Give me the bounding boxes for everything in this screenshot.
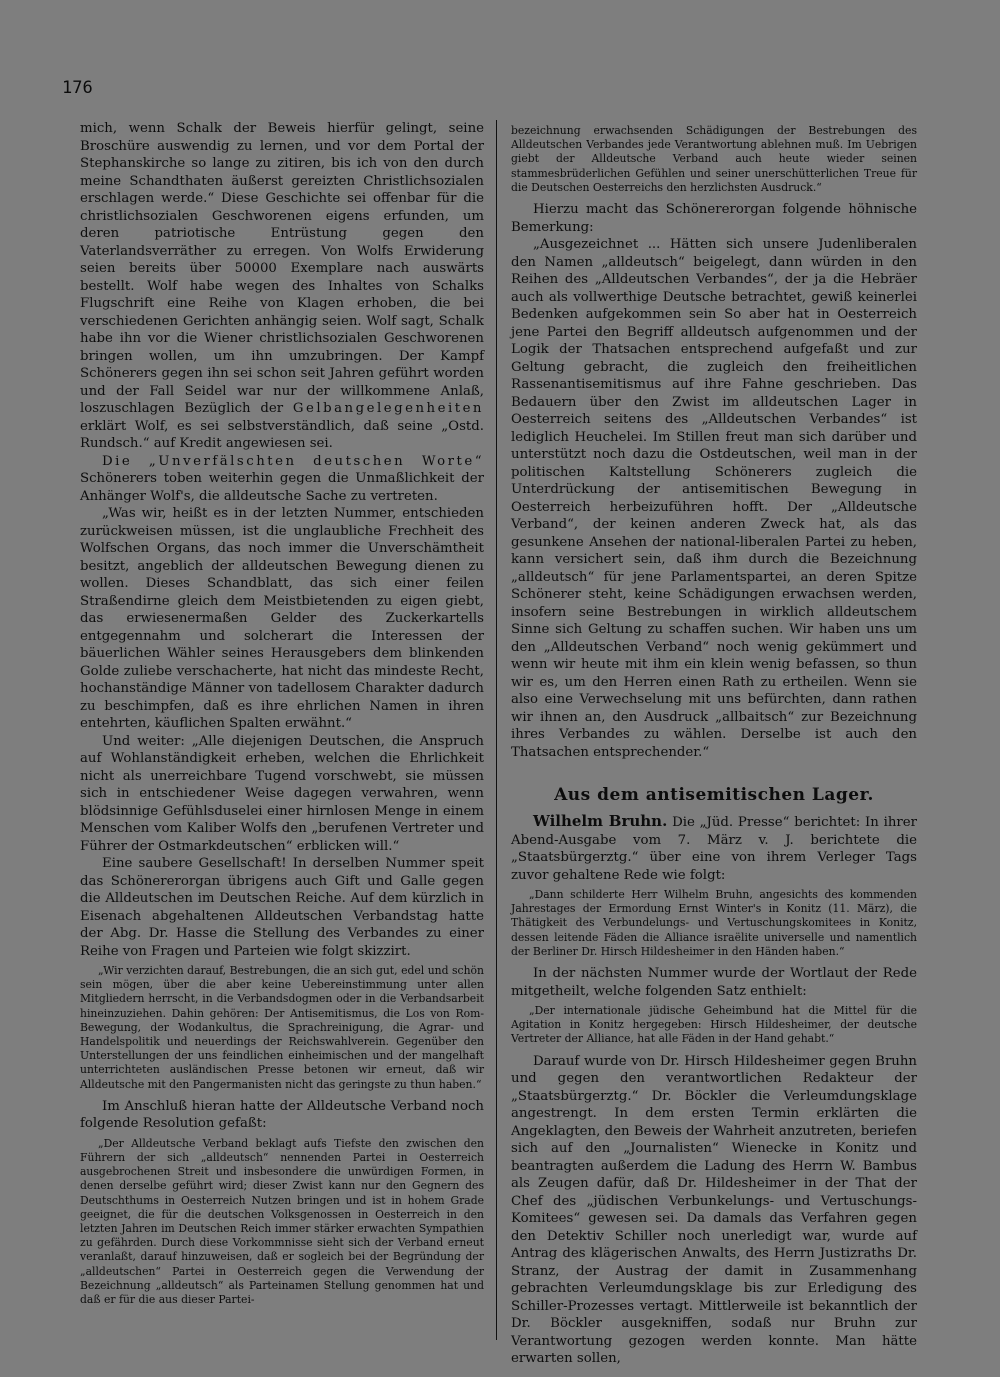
page-number: 176 [62, 78, 93, 98]
left-column [80, 120, 484, 1313]
paragraph: Im Anschluß hieran hatte der Alldeutsche Verband noch folgende Resolution gefaßt: [80, 1098, 484, 1132]
paragraph: mich, wenn Schalk der Beweis hierfür gelingt, seine Broschüre auswendig zu lernen, und vor dem Portal der Stephanskirche so lange zu zitiren, bis ich von den durch meine Schandthaten äußerst gereizten Christlichsozialen erschlagen werde.“ Diese Geschichte sei offenbar für die christlichsozialen Geschworenen eigens erfunden, um deren patriotische Entrüstung gegen den Vaterlandsverräther zu erregen. Von Wolfs Erwiderung seien bereits über 50000 Exemplare nach auswärts bestellt. Wolf habe wegen des Inhaltes von Schalks Flugschrift eine Reihe von Klagen erhoben, die bei verschiedenen Gerichten anhängig seien. Wolf sagt, Schalk habe ihn vor die Wiener christlichsozialen Geschworenen bringen wollen, um ihn umzubringen. Der Kampf Schönerers gegen ihn sei schon seit Jahren geführt worden und der Fall Seidel war nur der willkommene Anlaß, loszuschlagen Bezüglich der Gelbangelegenheiten erklärt Wolf, es sei selbstverständlich, daß seine „Ostd. Rundsch.“ auf Kredit angewiesen sei. [80, 121, 484, 451]
paragraph: Wilhelm Bruhn. Die „Jüd. Presse“ berichtet: In ihrer Abend-Ausgabe vom 7. März v. J. berichtete die „Staatsbürgerztg.“ über eine von ihrem Verleger Tags zuvor gehaltene Rede wie folgt: [511, 812, 917, 883]
block-quote: bezeichnung erwachsenden Schädigungen der Bestrebungen des Alldeutschen Verbandes jede Verantwortung ablehnen muß. Im Uebrigen giebt der Alldeutsche Verband auch heute wieder seinen stammesbrüderlichen Gefühlen und seiner unerschütterlichen Treue für die Deutschen Oesterreichs den herzlichsten Ausdruck.“ [511, 124, 917, 194]
paragraph: Die „Unverfälschten deutschen Worte“ Schönerers toben weiterhin gegen die Unmaßlichkeit der Anhänger Wolf's, die alldeutsche Sache zu vertreten. [80, 453, 484, 504]
run-in-heading: Wilhelm Bruhn. [533, 812, 668, 831]
paragraph: Und weiter: „Alle diejenigen Deutschen, die Anspruch auf Wohlanständigkeit erheben, welchen die Ehrlichkeit nicht als unerreichbare Tugend vorschwebt, sie müssen sich in entschiedener Weise dagegen verwahren, wenn blödsinnige Gefühlsduselei einer hirnlosen Menge in einem Menschen vom Kaliber Wolfs den „berufenen Vertreter und Führer der Ostmarkdeutschen“ erblicken will.“ [80, 733, 484, 854]
paragraph: Darauf wurde von Dr. Hirsch Hildesheimer gegen Bruhn und gegen den verantwortlichen Redakteur der „Staatsbürgerztg.“ Dr. Böckler die Verleumdungsklage angestrengt. In dem ersten Termin erklärten die Angeklagten, den Beweis der Wahrheit anzutreten, beriefen sich auf den „Journalisten“ Wienecke in Konitz und beantragten außerdem die Ladung des Herrn W. Bambus als Zeugen dafür, daß Dr. Hildesheimer in der That der Chef des „jüdischen Verbunkelungs- und Vertuschungs-Komitees“ gewesen sei. Da damals das Verfahren gegen den Detektiv Schiller noch unerledigt war, wurde auf Antrag des klägerischen Anwalts, des Herrn Justizraths Dr. Stranz, der Austrag der damit in Zusammenhang gebrachten Verleumdungsklage bis zur Erledigung des Schiller-Prozesses vertagt. Mittlerweile ist bekanntlich der Dr. Böckler ausgekniffen, sodaß nur Bruhn zur Verantwortung gezogen werden konnte. Man hätte erwarten sollen, [511, 1053, 917, 1367]
paragraph: In der nächsten Nummer wurde der Wortlaut der Rede mitgetheilt, welche folgenden Satz enthielt: [511, 966, 917, 999]
section-heading: Aus dem antisemitischen Lager. [554, 785, 874, 806]
block-quote: „Dann schilderte Herr Wilhelm Bruhn, angesichts des kommenden Jahrestages der Ermordung Ernst Winter's in Konitz (11. März), die Thätigkeit des Verbundelungs- und Vertuschungskomitees in Konitz, dessen leitende Fäden die Alliance israëlite universelle und namentlich der Berliner Dr. Hirsch Hildesheimer in den Händen haben.“ [511, 888, 917, 958]
paragraph: „Ausgezeichnet ... Hätten sich unsere Judenliberalen den Namen „alldeutsch“ beigelegt, dann würden in den Reihen des „Alldeutschen Verbandes“, der ja die Hebräer auch als vollwerthige Deutsche betrachtet, gewiß keinerlei Bedenken aufgekommen sein So aber hat in Oesterreich jene Partei den Begriff alldeutsch aufgenommen und der Logik der Thatsachen entsprechend aufgefaßt und zur Geltung gebracht, die zugleich den freiheitlichen Rassenantisemitismus auf ihre Fahne geschrieben. Das Bedauern über den Zwist im alldeutschen Lager in Oesterreich seitens des „Alldeutschen Verbandes“ ist lediglich Heuchelei. Im Stillen freut man sich darüber und unterstützt noch dazu die Ostdeutschen, weil man in der politischen Kaltstellung Schönerers zugleich die Unterdrückung der antisemitischen Bewegung in Oesterreich herbeizuführen hofft. Der „Alldeutsche Verband“, der keinen anderen Zweck hat, als das gesunkene Ansehen der national-liberalen Partei zu heben, kann versichert sein, daß ihm durch die Bezeichnung „alldeutsch“ für jene Parlamentspartei, an deren Spitze Schönerer steht, keine Schädigungen erwachsen werden, insofern seine Bestrebungen in wirklich alldeutschem Sinne sich Geltung zu schaffen suchen. Wir haben uns um den „Alldeutschen Verband“ noch wenig gekümmert und wenn wir heute mit ihm ein klein wenig befassen, so thun wir es, um den Herren einen Rath zu ertheilen. Wenn sie also eine Verwechselung mit uns befürchten, dann rathen wir ihnen an, den Ausdruck „allbaitsch“ zur Bezeichnung ihres Verbandes zu wählen. Derselbe ist auch den Thatsachen entsprechender.“ [511, 237, 917, 760]
block-quote: „Der internationale jüdische Geheimbund hat die Mittel für die Agitation in Konitz hergegeben: Hirsch Hildesheimer, der deutsche Vertreter der Alliance, hat alle Fäden in der Hand gehabt.“ [511, 1004, 917, 1046]
paragraph: Eine saubere Gesellschaft! In derselben Nummer speit das Schönererorgan übrigens auch Gift und Galle gegen die Alldeutschen im Deutschen Reiche. Auf dem kürzlich in Eisenach abgehaltenen Alldeutschen Verbandstag hatte der Abg. Dr. Hasse die Stellung des Verbandes zu einer Reihe von Fragen und Parteien wie folgt skizzirt. [80, 856, 484, 959]
block-quote: „Wir verzichten darauf, Bestrebungen, die an sich gut, edel und schön sein mögen, über die aber keine Uebereinstimmung unter allen Mitgliedern herrscht, in die Verbandsdogmen oder in die Verbandsarbeit hineinzuziehen. Dahin gehören: Der Antisemitismus, die Los von Rom-Bewegung, der Wodankultus, die Sprachreinigung, die Agrar- und Handelspolitik und neuerdings der Reichswahlverein. Gegenüber den Unterstellungen der uns feindlichen einheimischen und der mangelhaft unterrichteten ausländischen Presse betonen wir erneut, daß wir Alldeutsche mit den Pangermanisten nicht das geringste zu thun haben.“ [80, 964, 484, 1091]
paragraph: „Was wir, heißt es in der letzten Nummer, entschieden zurückweisen müssen, ist die unglaubliche Frechheit des Wolfschen Organs, das noch immer die Unverschämtheit besitzt, angeblich der alldeutschen Bewegung dienen zu wollen. Dieses Schandblatt, das sich einer feilen Straßendirne gleich dem Meistbietenden zu eigen giebt, das erwiesenermaßen Gelder des Zuckerkartells entgegennahm und solcherart die Interessen der bäuerlichen Wähler seines Herausgebers dem blinkenden Golde zuliebe verschacherte, hat nicht das mindeste Recht, hochanständige Männer von tadellosem Charakter dadurch zu beschimpfen, daß es ihre ehrlichen Namen in ihren entehrten, käuflichen Spalten erwähnt.“ [80, 506, 484, 731]
column-divider [496, 120, 497, 1340]
paragraph: Hierzu macht das Schönererorgan folgende höhnische Bemerkung: [511, 202, 917, 235]
block-quote: „Der Alldeutsche Verband beklagt aufs Tiefste den zwischen den Führern der sich „alldeutsch“ nennenden Partei in Oesterreich ausgebrochenen Streit und insbesondere die unwürdigen Formen, in denen derselbe geführt wird; dieser Zwist kann nur den Gegnern des Deutschthums in Oesterreich Nutzen bringen und ist in hohem Grade geeignet, die für die deutschen Volksgenossen in Oesterreich in den letzten Jahren im Deutschen Reich immer stärker erwachten Sympathien zu gefährden. Durch diese Vorkommnisse sieht sich der Verband erneut veranlaßt, darauf hinzuweisen, daß er sogleich bei der Begründung der „alldeutschen“ Partei in Oesterreich gegen die Verwendung der Bezeichnung „alldeutsch“ als Parteinamen Stellung genommen hat und daß er für die aus dieser Partei- [80, 1136, 484, 1307]
right-column [511, 120, 917, 1368]
